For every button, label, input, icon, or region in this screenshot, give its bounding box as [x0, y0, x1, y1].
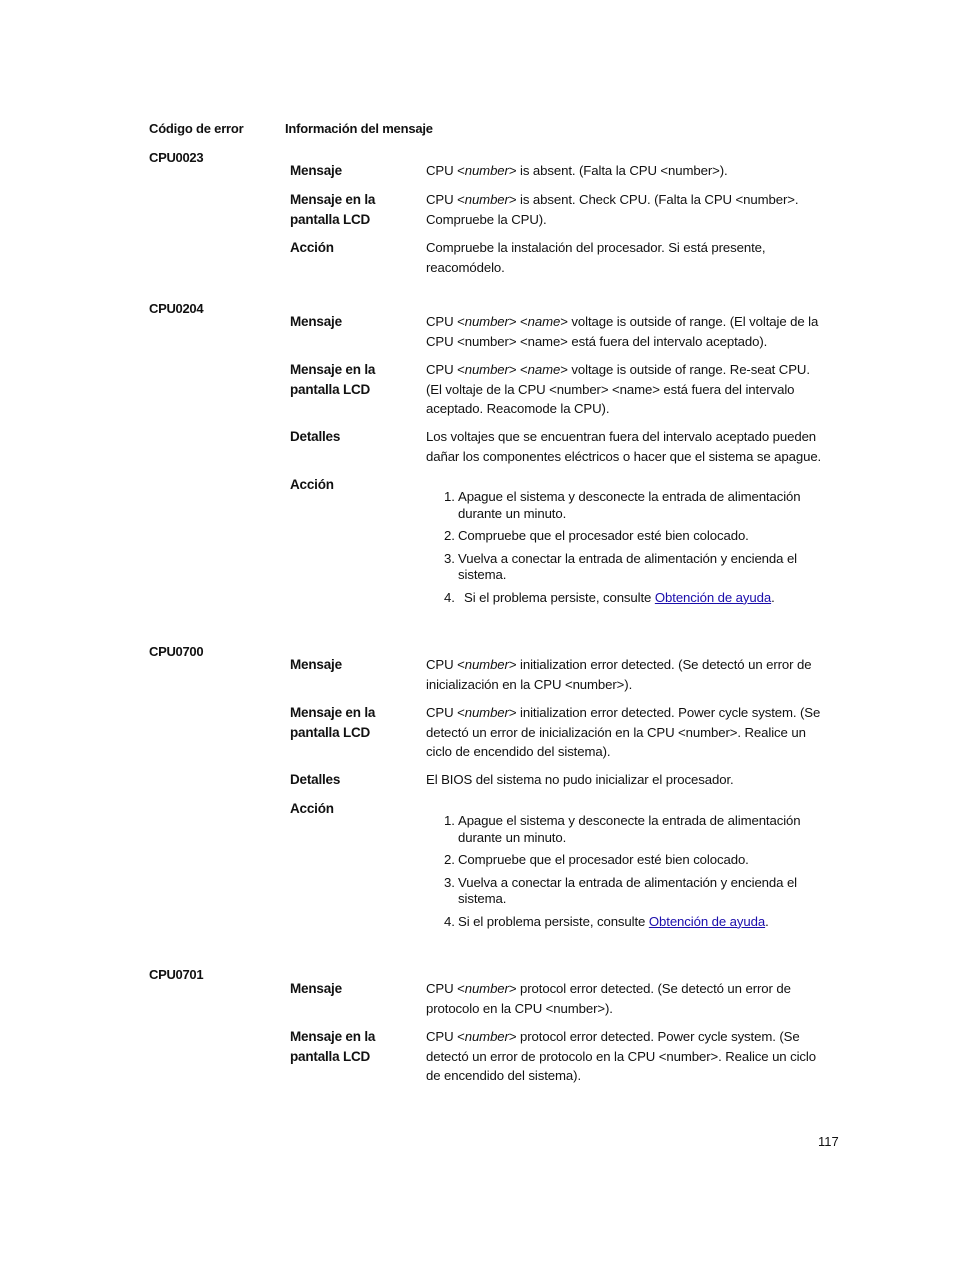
mensaje-text: CPU <number> <name> voltage is outside of range. (El voltaje de la CPU <number> <name> está fuera del intervalo aceptado). — [426, 314, 819, 349]
column-header-info: Información del mensaje — [285, 121, 433, 136]
error-code: CPU0204 — [149, 301, 204, 316]
accion-label: Acción — [290, 240, 334, 255]
mensaje-text: CPU <number> protocol error detected. (Se detectó un error de protocolo en la CPU <number>). — [426, 981, 791, 1016]
page-number: 117 — [818, 1134, 839, 1149]
mensaje-label: Mensaje — [290, 981, 342, 996]
list-item: 3. Vuelva a conectar la entrada de alimentación y encienda el sistema. — [444, 550, 798, 582]
action-steps — [444, 813, 824, 930]
column-header-code: Código de error — [149, 121, 244, 136]
mensaje-label: Mensaje — [290, 314, 342, 329]
list-item: 1. Apague el sistema y desconecte la entrada de alimentación durante un minuto. — [444, 813, 801, 845]
list-item: 4. Si el problema persiste, consulte Obtención de ayuda. — [444, 913, 769, 929]
accion-text: Compruebe la instalación del procesador. Si está presente, reacomódelo. — [426, 240, 766, 275]
mensaje-label: Mensaje — [290, 657, 342, 672]
lcd-text: CPU <number> is absent. Check CPU. (Falta la CPU <number>. Compruebe la CPU). — [426, 192, 799, 227]
mensaje-label: Mensaje — [290, 163, 342, 178]
detalles-label: Detalles — [290, 429, 341, 444]
detalles-text: Los voltajes que se encuentran fuera del intervalo aceptado pueden dañar los componentes eléctricos o hacer que el sistema se apague. — [426, 429, 822, 464]
list-item: 2. Compruebe que el procesador esté bien colocado. — [444, 852, 749, 867]
lcd-label: Mensaje en la pantalla LCD — [290, 192, 376, 227]
lcd-label: Mensaje en la pantalla LCD — [290, 705, 376, 740]
mensaje-text: CPU <number> is absent. (Falta la CPU <number>). — [426, 163, 728, 178]
detalles-text: El BIOS del sistema no pudo inicializar el procesador. — [426, 772, 734, 787]
list-item: 4. Si el problema persiste, consulte Obtención de ayuda. — [444, 589, 775, 605]
list-item: 3. Vuelva a conectar la entrada de alimentación y encienda el sistema. — [444, 874, 798, 906]
list-item: 2. Compruebe que el procesador esté bien colocado. — [444, 528, 749, 543]
list-item: 1. Apague el sistema y desconecte la entrada de alimentación durante un minuto. — [444, 489, 801, 521]
detalles-label: Detalles — [290, 772, 341, 787]
accion-label: Acción — [290, 801, 334, 816]
error-code: CPU0701 — [149, 967, 204, 982]
lcd-text: CPU <number> initialization error detected. Power cycle system. (Se detectó un error de inicialización en la CPU <number>. Realice un ciclo de encendido del sistema). — [426, 705, 821, 759]
error-code: CPU0023 — [149, 150, 204, 165]
accion-label: Acción — [290, 477, 334, 492]
error-code: CPU0700 — [149, 644, 204, 659]
mensaje-text: CPU <number> initialization error detected. (Se detectó un error de inicialización en la CPU <number>). — [426, 657, 812, 692]
help-link[interactable]: Obtención de ayuda — [654, 589, 772, 605]
lcd-label: Mensaje en la pantalla LCD — [290, 362, 376, 397]
lcd-text: CPU <number> protocol error detected. Power cycle system. (Se detectó un error de protocolo en la CPU <number>. Realice un ciclo de encendido del sistema). — [426, 1029, 816, 1083]
action-steps — [444, 489, 824, 606]
help-link[interactable]: Obtención de ayuda — [648, 913, 766, 929]
lcd-text: CPU <number> <name> voltage is outside of range. Re-seat CPU. (El voltaje de la CPU <number> <name> está fuera del intervalo aceptado. Reacomode la CPU). — [426, 362, 810, 416]
lcd-label: Mensaje en la pantalla LCD — [290, 1029, 376, 1064]
